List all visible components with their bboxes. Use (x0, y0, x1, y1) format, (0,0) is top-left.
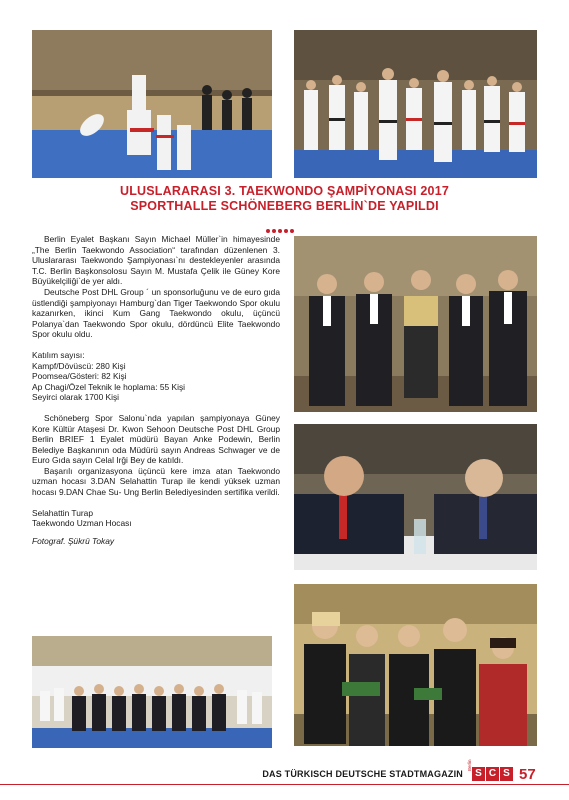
logo-letter: S (472, 767, 485, 781)
paragraph-1: Berlin Eyalet Başkanı Sayın Michael Müller`in himayesinde „The Berlin Taekwondo Association“ tarafından düzenlenen 3. Uluslararası Taekwondo Şampiyonası`nı destekleyenler arasında T.C. Berlin Başkonsolosu Sayın M. Mustafa Çelik ile Güney Kore Büyükelçiliği`de yer aldı. (32, 234, 280, 287)
stats-line: Ap Chagi/Özel Teknik le hoplama: 55 Kişi (32, 381, 186, 392)
headline-line-1: ULUSLARARASI 3. TAEKWONDO ŞAMPİYONASI 2017 (119, 184, 450, 198)
paragraph-3: Schöneberg Spor Salonu`nda yapılan şampiyonaya Güney Kore Kültür Ataşesi Dr. Kwon Sehoon Deutsche Post DHL Group Berlin BRIEF 1 Eyalet müdürü Bayan Anke Podewin, Berlin Belediye Başkanının oda Müdürü sayın Andreas Schwager ve de Euro Gıda sayın Celal Irği Bey de katıldı. (32, 412, 280, 466)
logo-letter: C (486, 767, 499, 781)
author-title: Taekwondo Uzman Hocası (32, 518, 132, 529)
photo-flying-kick (32, 30, 272, 178)
photo-credit: Fotograf. Şükrü Tokay (32, 535, 115, 546)
decorative-dots (265, 220, 305, 226)
page-number: 57 (519, 766, 536, 783)
footer-rule (0, 784, 569, 785)
article-headline (0, 184, 569, 214)
stats-title: Katılım sayısı: (32, 349, 85, 360)
logo-letter: S (500, 767, 513, 781)
photo-seated-guests (294, 424, 537, 570)
stats-line: Kampf/Dövüscü: 280 Kişi (32, 360, 126, 371)
photo-officials-standing (294, 236, 537, 412)
scs-logo (472, 767, 513, 781)
page-footer (0, 759, 569, 788)
paragraph-2: Deutsche Post DHL Group ´ un sponsorluğunu ve de euro gıda üstlendiği şampiyonayı Hamburg`dan Tiger Taekwondo Spor okulu kazanırken, ikinci Kum Gang Taekwondo okulu, üçüncü Polanya`dan Taekwondo Spor okulu, dördüncü Elite Taekwondo Spor okulu oldu. (32, 286, 280, 340)
paragraph-4: Başarılı organizasyona üçüncü kere imza atan Taekwondo uzman hocası 3.DAN Selahattin Turap ile kendi yüksek uzman hocası 9.DAN Chae Su- Ung Berlin Belediyesinden sertifika verildi. (32, 465, 280, 498)
photo-audience (32, 636, 272, 748)
stats-line: Poomsea/Gösteri: 82 Kişi (32, 371, 127, 382)
logo-berlin-label: Berlin (467, 759, 472, 771)
author-name: Selahattin Turap (32, 507, 93, 518)
stats-line: Seyirci olarak 1700 Kişi (32, 392, 120, 403)
magazine-name: DAS TÜRKISCH DEUTSCHE STADTMAGAZIN (262, 769, 463, 779)
photo-group-award (294, 584, 537, 746)
photo-athletes-group (294, 30, 537, 178)
article-body (32, 234, 280, 546)
headline-line-2: SPORTHALLE SCHÖNEBERG BERLİN`DE YAPILDI (130, 199, 439, 213)
